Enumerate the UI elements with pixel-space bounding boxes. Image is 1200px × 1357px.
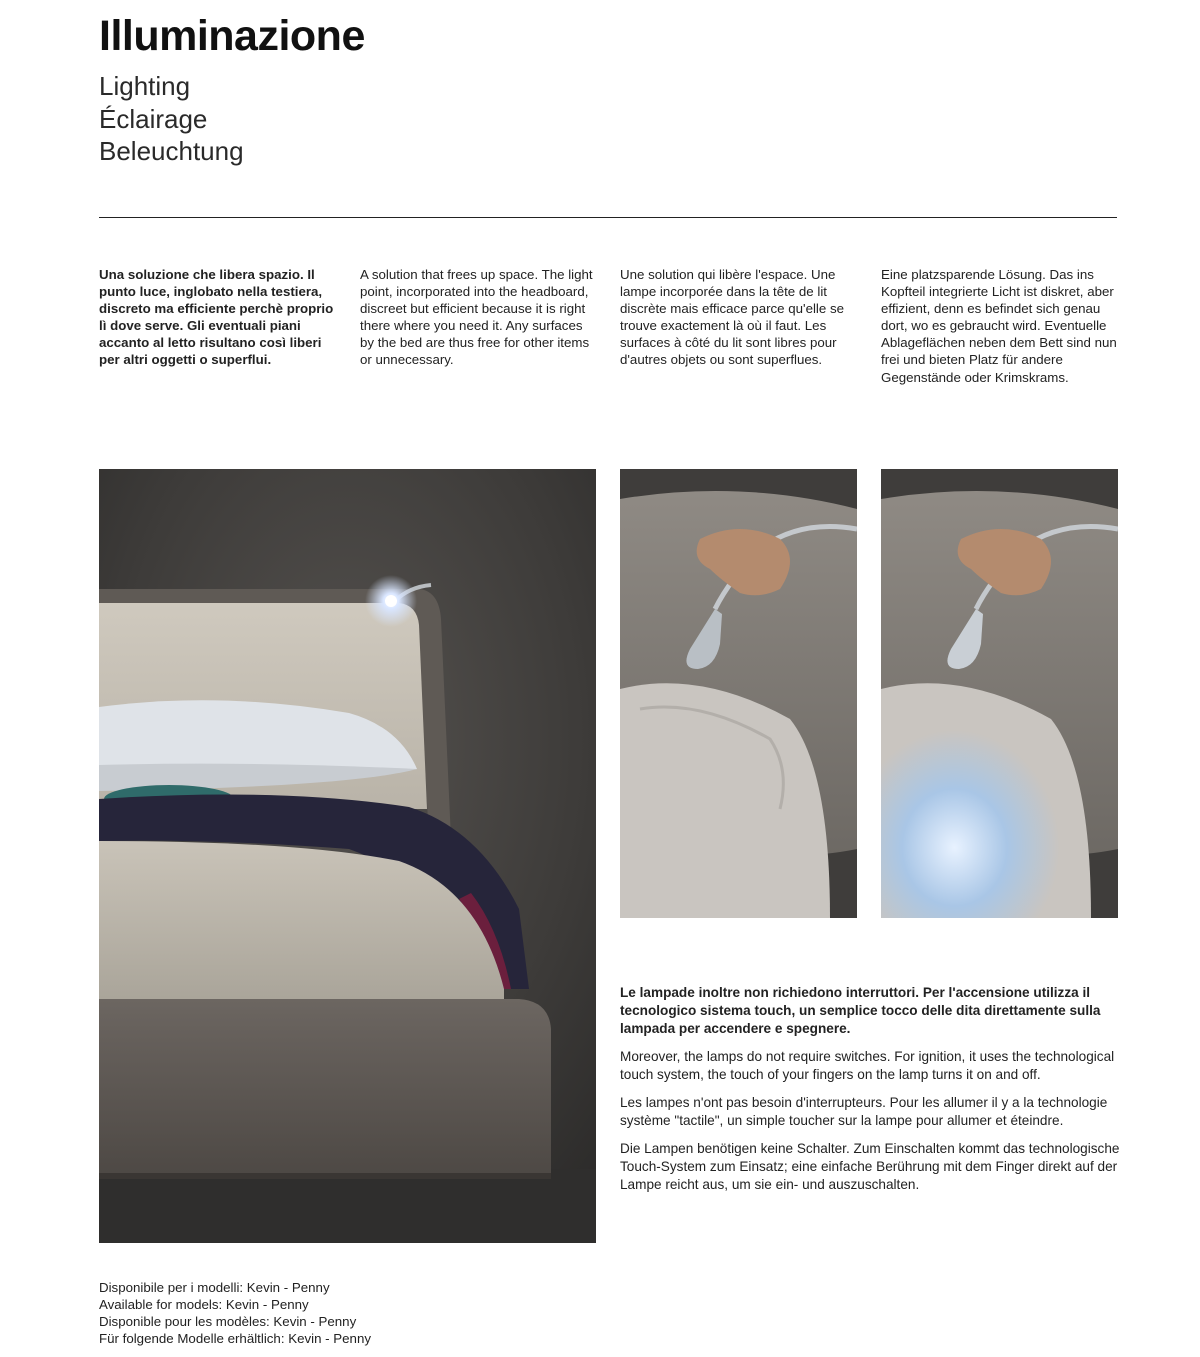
header-divider xyxy=(99,217,1117,218)
intro-italian: Una soluzione che libera spazio. Il punto luce, inglobato nella testiera, discreto ma efficiente perchè proprio lì dove serve. Gli eventuali piani accanto al letto risultano così liberi per altri oggetti o superflui. xyxy=(99,267,334,368)
bed-photo xyxy=(99,469,596,1243)
intro-german: Eine platzsparende Lösung. Das ins Kopfteil integrierte Licht ist diskret, aber effizient, denn es befindet sich genau dort, wo es gebraucht wird. Eventuelle Ablageflächen neben dem Bett sind nun frei und bieten Platz für andere Gegenstände oder Krimskrams. xyxy=(881,267,1117,385)
availability-english: Available for models: Kevin - Penny xyxy=(99,1297,309,1312)
subtitle-group xyxy=(99,70,244,168)
intro-french: Une solution qui libère l'espace. Une lampe incorporée dans la tête de lit discrète mais efficace parce qu'elle se trouve exactement là où il faut. Les surfaces à côté du lit sont libres pour d'autres objets ou sont superflues. xyxy=(620,267,845,368)
page-title: Illuminazione xyxy=(99,12,365,60)
subtitle-fr: Éclairage xyxy=(99,103,208,134)
intro-english: A solution that frees up space. The light point, incorporated into the headboard, discreet but efficient because it is right there where you need it. Any surfaces by the bed are thus free for other items or unnecessary. xyxy=(360,267,593,368)
availability-note xyxy=(99,1279,371,1347)
lamp-touch-photo-on xyxy=(881,469,1118,918)
touch-description xyxy=(620,984,1120,1204)
lamp-touch-photo-off xyxy=(620,469,857,918)
availability-italian: Disponibile per i modelli: Kevin - Penny xyxy=(99,1280,330,1295)
availability-german: Für folgende Modelle erhältlich: Kevin - Penny xyxy=(99,1331,371,1346)
subtitle-de: Beleuchtung xyxy=(99,136,244,166)
bed-photo-illustration xyxy=(99,469,596,1243)
lamp-touch-illustration-off xyxy=(620,469,857,918)
availability-french: Disponible pour les modèles: Kevin - Penny xyxy=(99,1314,357,1329)
description-german: Die Lampen benötigen keine Schalter. Zum Einschalten kommt das technologische Touch-System zum Einsatz; eine einfache Berührung mit dem Finger direkt auf der Lampe reicht aus, um sie ein- und auszuschalten. xyxy=(620,1141,1120,1192)
lamp-touch-illustration-on xyxy=(881,469,1118,918)
description-italian: Le lampade inoltre non richiedono interruttori. Per l'accensione utilizza il tecnologico sistema touch, un semplice tocco delle dita direttamente sulla lampada per accendere e spegnere. xyxy=(620,985,1101,1036)
description-french: Les lampes n'ont pas besoin d'interrupteurs. Pour les allumer il y a la technologie système "tactile", un simple toucher sur la lampe pour allumer et éteindre. xyxy=(620,1095,1108,1128)
subtitle-en: Lighting xyxy=(99,71,191,101)
description-english: Moreover, the lamps do not require switches. For ignition, it uses the technological touch system, the touch of your fingers on the lamp turns it on and off. xyxy=(620,1049,1115,1082)
